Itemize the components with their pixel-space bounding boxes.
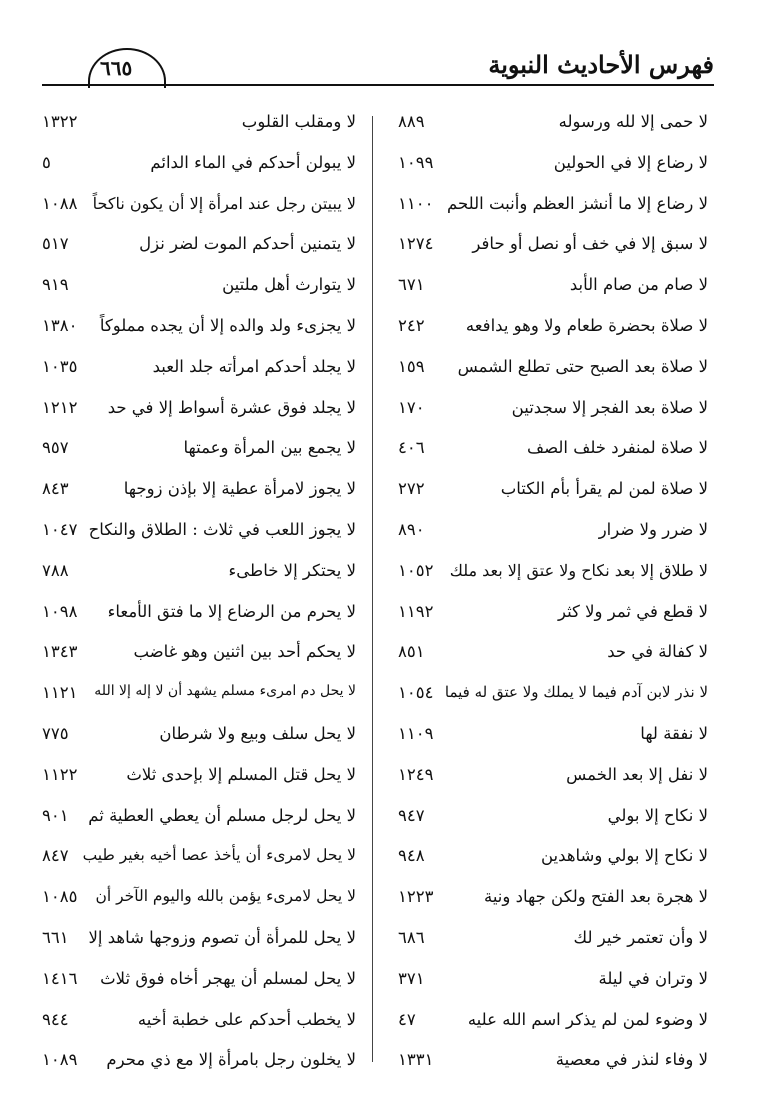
hadith-text: لا يحل لمسلم أن يهجر أخاه فوق ثلاث	[100, 968, 356, 988]
hadith-text: لا يبيتن رجل عند امرأة إلا أن يكون ناكحاً	[92, 193, 356, 213]
hadith-number: ٦٨٦	[398, 927, 425, 947]
hadith-text: لا يجزىء ولد والده إلا أن يجده مملوكاً	[99, 315, 356, 335]
right-column-entry	[394, 1004, 708, 1045]
left-column-entry	[40, 881, 356, 922]
left-column-entry	[40, 759, 356, 800]
hadith-number: ٩٤٤	[42, 1009, 69, 1029]
hadith-number: ١١٠٠	[398, 193, 434, 213]
right-column-entry	[394, 555, 708, 596]
hadith-text: لا يحل للمرأة أن تصوم وزوجها شاهد إلا	[88, 927, 356, 947]
right-column-entry	[394, 188, 708, 229]
right-column-entry	[394, 596, 708, 637]
hadith-number: ١١٢١	[42, 683, 78, 703]
left-column-entry	[40, 228, 356, 269]
left-column-entry	[40, 636, 356, 677]
hadith-text: لا كفالة في حد	[607, 642, 708, 662]
right-column-entry	[394, 759, 708, 800]
hadith-number: ١١٩٢	[398, 601, 434, 621]
right-column-entry	[394, 800, 708, 841]
hadith-text: لا ومقلب القلوب	[241, 112, 356, 131]
hadith-number: ٢٧٢	[398, 479, 425, 499]
hadith-text: لا يخطب أحدكم على خطبة أخيه	[137, 1009, 356, 1029]
hadith-text: لا يحرم من الرضاع إلا ما فتق الأمعاء	[107, 601, 356, 621]
left-column	[40, 106, 356, 1085]
page-header	[42, 38, 714, 86]
hadith-number: ١٣٣١	[398, 1050, 434, 1070]
hadith-number: ٥	[42, 152, 51, 172]
left-column-entry	[40, 718, 356, 759]
hadith-text: لا يخلون رجل بامرأة إلا مع ذي محرم	[106, 1050, 356, 1070]
hadith-number: ٧٧٥	[42, 723, 69, 743]
hadith-number: ١٠٨٥	[42, 887, 78, 907]
hadith-text: لا يتمنين أحدكم الموت لضر نزل	[139, 234, 356, 254]
hadith-text: لا يحتكر إلا خاطىء	[228, 560, 356, 580]
hadith-number: ٧٨٨	[42, 560, 69, 580]
right-column-entry	[394, 881, 708, 922]
hadith-text: لا يجلد فوق عشرة أسواط إلا في حد	[107, 397, 356, 417]
hadith-text: لا نكاح إلا بولي وشاهدين	[541, 846, 708, 866]
right-column-entry	[394, 351, 708, 392]
hadith-number: ١٣٢٢	[42, 112, 78, 131]
hadith-text: لا نفقة لها	[640, 723, 708, 743]
hadith-number: ٩٤٨	[398, 846, 425, 866]
right-column-entry	[394, 106, 708, 147]
left-column-entry	[40, 963, 356, 1004]
hadith-number: ١٢٧٤	[398, 234, 434, 254]
hadith-number: ١١٢٢	[42, 764, 78, 784]
right-column-entry	[394, 1044, 708, 1085]
right-column-entry	[394, 922, 708, 963]
hadith-number: ٩٤٧	[398, 805, 425, 825]
left-column-entry	[40, 106, 356, 147]
hadith-text: لا يحل دم امرىء مسلم يشهد أن لا إله إلا الله	[94, 683, 356, 700]
right-column-entry	[394, 473, 708, 514]
left-column-entry	[40, 351, 356, 392]
right-column-entry	[394, 718, 708, 759]
hadith-text: لا يحل لامرىء أن يأخذ عصا أخيه بغير طيب	[82, 846, 356, 865]
hadith-text: لا صلاة بحضرة طعام ولا وهو يدافعه	[465, 315, 708, 335]
hadith-number: ١٠٤٧	[42, 519, 78, 539]
hadith-text: لا نفل إلا بعد الخمس	[566, 764, 708, 784]
hadith-text: لا صلاة لمنفرد خلف الصف	[527, 438, 708, 458]
hadith-text: لا قطع في ثمر ولا كثر	[557, 601, 708, 621]
right-column-entry	[394, 840, 708, 881]
hadith-text: لا رضاع إلا ما أنشز العظم وأنبت اللحم	[447, 193, 708, 213]
hadith-number: ٨٤٧	[42, 846, 69, 866]
left-column-entry	[40, 555, 356, 596]
hadith-text: لا يجمع بين المرأة وعمتها	[183, 438, 356, 458]
hadith-number: ١٢٢٣	[398, 887, 434, 907]
hadith-text: لا يحل لرجل مسلم أن يعطي العطية ثم	[88, 805, 356, 825]
right-column-entry	[394, 514, 708, 555]
right-column	[394, 106, 708, 1085]
hadith-number: ٩٠١	[42, 805, 69, 825]
hadith-number: ٩٥٧	[42, 438, 69, 458]
hadith-text: لا هجرة بعد الفتح ولكن جهاد ونية	[483, 887, 708, 907]
hadith-text: لا يحكم أحد بين اثنين وهو غاضب	[133, 642, 356, 662]
hadith-number: ١٠٨٨	[42, 193, 78, 213]
left-column-entry	[40, 188, 356, 229]
hadith-number: ٤٧	[398, 1009, 416, 1029]
left-column-entry	[40, 677, 356, 718]
hadith-text: لا يتوارث أهل ملتين	[222, 275, 356, 295]
right-column-entry	[394, 636, 708, 677]
right-column-entry	[394, 147, 708, 188]
hadith-number: ٢٤٢	[398, 315, 425, 335]
left-column-entry	[40, 840, 356, 881]
right-column-entry	[394, 228, 708, 269]
right-column-entry	[394, 677, 708, 718]
hadith-number: ١٠٥٤	[398, 683, 434, 703]
left-column-entry	[40, 310, 356, 351]
left-column-entry	[40, 432, 356, 473]
hadith-number: ٦٧١	[398, 275, 425, 295]
left-column-entry	[40, 392, 356, 433]
hadith-number: ٨٤٣	[42, 479, 69, 499]
right-column-entry	[394, 432, 708, 473]
hadith-text: لا وأن تعتمر خير لك	[573, 927, 708, 947]
hadith-number: ١٧٠	[398, 397, 425, 417]
hadith-text: لا يجوز لامرأة عطية إلا بإذن زوجها	[123, 479, 356, 499]
hadith-number: ٣٧١	[398, 968, 425, 988]
hadith-number: ١٤١٦	[42, 968, 78, 988]
left-column-entry	[40, 596, 356, 637]
left-column-entry	[40, 800, 356, 841]
hadith-number: ٦٦١	[42, 927, 69, 947]
page-number: ٦٦٥	[100, 56, 133, 80]
hadith-number: ١٠٩٩	[398, 152, 434, 172]
hadith-number: ١١٠٩	[398, 723, 434, 743]
column-divider	[372, 116, 373, 1062]
right-column-entry	[394, 269, 708, 310]
left-column-entry	[40, 1044, 356, 1085]
hadith-text: لا يحل قتل المسلم إلا بإحدى ثلاث	[126, 764, 356, 784]
hadith-number: ٤٠٦	[398, 438, 425, 458]
hadith-text: لا صلاة بعد الفجر إلا سجدتين	[511, 397, 708, 417]
hadith-text: لا رضاع إلا في الحولين	[553, 152, 708, 172]
left-column-entry	[40, 514, 356, 555]
hadith-number: ١٠٩٨	[42, 601, 78, 621]
hadith-text: لا يجلد أحدكم امرأته جلد العبد	[152, 356, 356, 376]
hadith-number: ١٣٨٠	[42, 315, 78, 335]
hadith-text: لا يبولن أحدكم في الماء الدائم	[150, 152, 356, 172]
hadith-text: لا يجوز اللعب في ثلاث : الطلاق والنكاح	[88, 519, 356, 539]
hadith-text: لا صام من صام الأبد	[569, 275, 708, 295]
hadith-text: لا نذر لابن آدم فيما لا يملك ولا عتق له فيما	[444, 683, 708, 702]
right-column-entry	[394, 963, 708, 1004]
left-column-entry	[40, 147, 356, 188]
hadith-text: لا وضوء لمن لم يذكر اسم الله عليه	[467, 1009, 708, 1029]
hadith-text: لا ضرر ولا ضرار	[598, 519, 708, 539]
hadith-number: ٥١٧	[42, 234, 69, 254]
hadith-number: ٨٩٠	[398, 519, 425, 539]
hadith-text: لا صلاة لمن لم يقرأ بأم الكتاب	[500, 479, 708, 499]
hadith-number: ٨٨٩	[398, 112, 425, 131]
hadith-text: لا وتران في ليلة	[598, 968, 708, 988]
header-rule	[42, 84, 714, 86]
left-column-entry	[40, 269, 356, 310]
hadith-number: ١٠٨٩	[42, 1050, 78, 1070]
hadith-text: لا يحل سلف وبيع ولا شرطان	[159, 723, 356, 743]
left-column-entry	[40, 1004, 356, 1045]
right-column-entry	[394, 392, 708, 433]
hadith-number: ١٥٩	[398, 356, 425, 376]
hadith-number: ١٠٥٢	[398, 560, 434, 580]
hadith-text: لا وفاء لنذر في معصية	[555, 1050, 708, 1070]
hadith-text: لا صلاة بعد الصبح حتى تطلع الشمس	[457, 356, 708, 376]
hadith-number: ١٣٤٣	[42, 642, 78, 662]
hadith-number: ١٢٤٩	[398, 764, 434, 784]
hadith-number: ١٢١٢	[42, 397, 78, 417]
hadith-text: لا يحل لامرىء يؤمن بالله واليوم الآخر أن	[95, 887, 356, 906]
hadith-number: ٩١٩	[42, 275, 69, 295]
right-column-entry	[394, 310, 708, 351]
left-column-entry	[40, 473, 356, 514]
hadith-text: لا نكاح إلا بولي	[607, 805, 708, 825]
page-title: فهرس الأحاديث النبوية	[488, 50, 714, 79]
hadith-text: لا طلاق إلا بعد نكاح ولا عتق إلا بعد ملك	[449, 560, 708, 580]
hadith-text: لا حمى إلا لله ورسوله	[558, 112, 708, 131]
left-column-entry	[40, 922, 356, 963]
hadith-number: ٨٥١	[398, 642, 425, 662]
hadith-number: ١٠٣٥	[42, 356, 78, 376]
hadith-text: لا سبق إلا في خف أو نصل أو حافر	[472, 234, 708, 254]
